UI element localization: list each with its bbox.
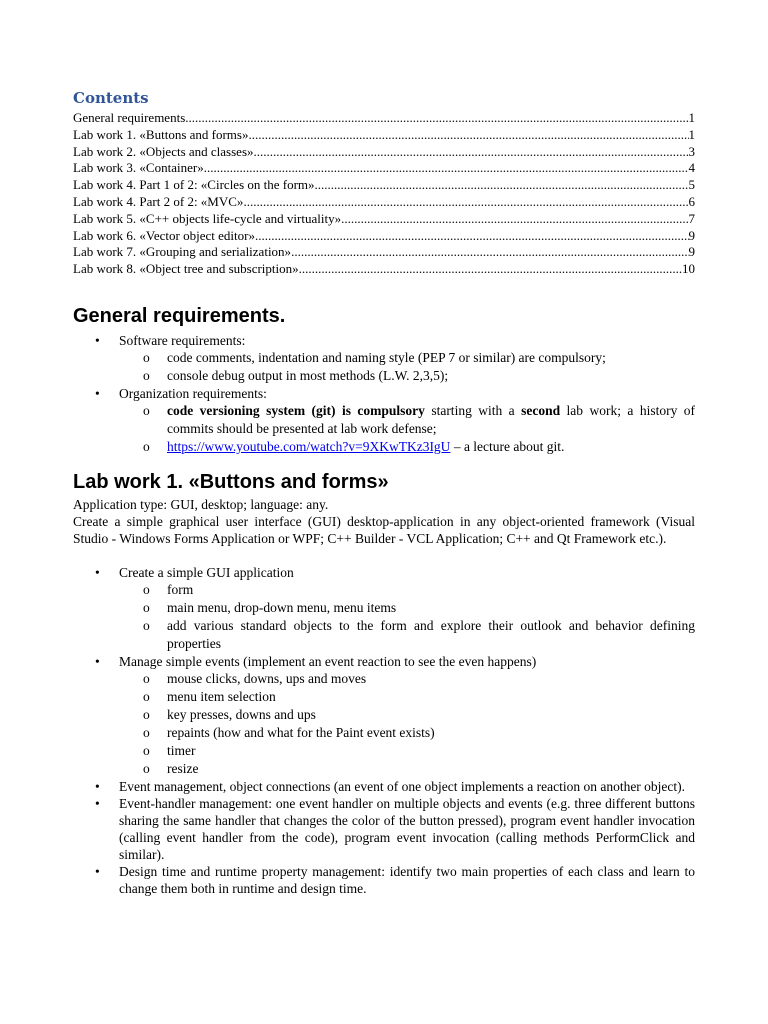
sub-list-item: o https://www.youtube.com/watch?v=9XKwTKz3IgU – a lecture about git. [119, 438, 695, 456]
toc-entry[interactable]: Lab work 2. «Objects and classes» ..... 3 [73, 144, 695, 161]
list-item: • Event-handler management: one event handler on multiple objects and events (e.g. three different buttons sharing the same handler that changes the color of the button pressed), program event handler invocation (calling event handler from the code), program event invocation (calling methods PerformClick and similar). [73, 795, 695, 863]
sub-list-item: o menu item selection [119, 688, 695, 706]
toc-entry[interactable]: Lab work 4. Part 2 of 2: «MVC» ..... 6 [73, 194, 695, 211]
list-item: • Design time and runtime property management: identify two main properties of each class and learn to change them both in runtime and design time. [73, 863, 695, 897]
lab1-description: Create a simple graphical user interface (GUI) desktop-application in any object-oriented framework (Visual Studio - Windows Forms Application or WPF; C++ Builder - VCL Application; C++ and Qt Framework etc.). [73, 513, 695, 546]
general-requirements-list [73, 332, 695, 456]
sub-list-item: o main menu, drop-down menu, menu items [119, 599, 695, 617]
list-item: • Create a simple GUI application o form o main menu, drop-down menu, menu items o add various standard objects to the form and explore their outlook and behavior defining properties [73, 564, 695, 653]
table-of-contents [73, 110, 695, 278]
sub-list-item: o timer [119, 742, 695, 760]
toc-entry[interactable]: Lab work 4. Part 1 of 2: «Circles on the form» ..... 5 [73, 177, 695, 194]
list-item: • Event management, object connections (an event of one object implements a reaction on another object). [73, 778, 695, 795]
sub-list-item: o form [119, 581, 695, 599]
sub-list-item: o repaints (how and what for the Paint event exists) [119, 724, 695, 742]
sub-list-item: o key presses, downs and ups [119, 706, 695, 724]
document-page [73, 88, 695, 897]
lab1-task-list [73, 564, 695, 897]
sub-list-item: o mouse clicks, downs, ups and moves [119, 670, 695, 688]
list-item: • Software requirements: o code comments, indentation and naming style (PEP 7 or similar) are compulsory; o console debug output in most methods (L.W. 2,3,5); [73, 332, 695, 385]
sub-list-item: o console debug output in most methods (L.W. 2,3,5); [119, 367, 695, 385]
toc-entry[interactable]: Lab work 5. «C++ objects life-cycle and virtuality» ..... 7 [73, 211, 695, 228]
app-type-text: Application type: GUI, desktop; language: any. [73, 496, 329, 512]
toc-entry[interactable]: Lab work 6. «Vector object editor» ..... 9 [73, 228, 695, 245]
toc-heading: Contents [73, 89, 149, 107]
youtube-link[interactable]: https://www.youtube.com/watch?v=9XKwTKz3IgU [167, 438, 451, 454]
toc-entry[interactable]: Lab work 1. «Buttons and forms» ..... 1 [73, 127, 695, 144]
toc-entry[interactable]: General requirements ..... 1 [73, 110, 695, 127]
section-heading-lab1: Lab work 1. «Buttons and forms» [73, 470, 389, 493]
sub-list-item: o code versioning system (git) is compulsory starting with a second lab work; a history of commits should be presented at lab work defense; [119, 402, 695, 438]
sub-list-item: o resize [119, 760, 695, 778]
sub-list-item: o code comments, indentation and naming style (PEP 7 or similar) are compulsory; [119, 349, 695, 367]
toc-entry[interactable]: Lab work 7. «Grouping and serialization» ..... 9 [73, 244, 695, 261]
section-heading-general: General requirements. [73, 304, 286, 327]
list-item: • Manage simple events (implement an event reaction to see the even happens) o mouse clicks, downs, ups and moves o menu item selection o key presses, downs and ups o repaints (how and what for the Paint event exists) o timer o resize [73, 653, 695, 778]
toc-entry[interactable]: Lab work 3. «Container» ..... 4 [73, 160, 695, 177]
toc-entry[interactable]: Lab work 8. «Object tree and subscription» ..... 10 [73, 261, 695, 278]
sub-list-item: o add various standard objects to the form and explore their outlook and behavior defining properties [119, 617, 695, 653]
list-item: • Organization requirements: o code versioning system (git) is compulsory starting with a second lab work; a history of commits should be presented at lab work defense; o https://www.youtube.com/watch?v=9XKwTKz3IgU – a lecture about git. [73, 385, 695, 456]
